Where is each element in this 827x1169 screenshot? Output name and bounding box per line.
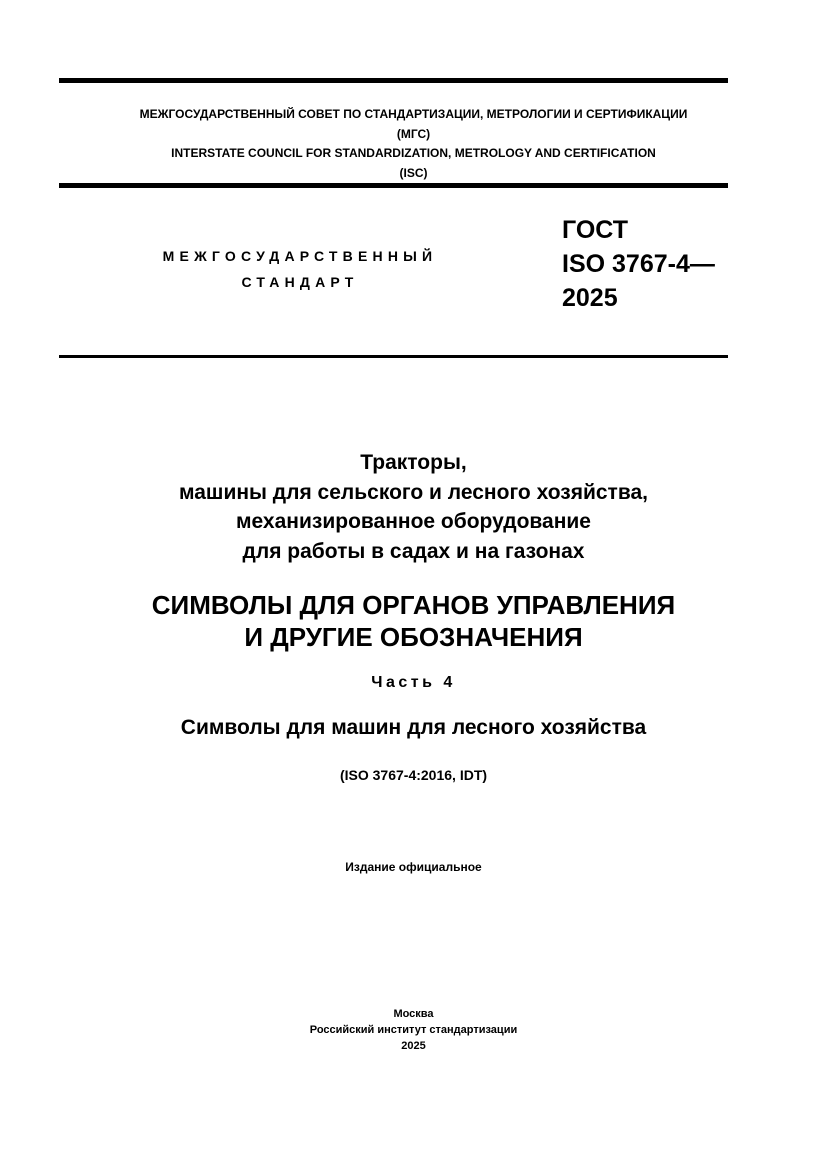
designation-line1: ГОСТ — [562, 216, 628, 244]
standard-type — [130, 243, 470, 295]
standard-type-line1: МЕЖГОСУДАРСТВЕННЫЙ — [162, 248, 438, 264]
iso-reference: (ISO 3767-4:2016, IDT) — [339, 767, 488, 783]
council-header — [0, 105, 827, 183]
main-title-line: И ДРУГИЕ ОБОЗНАЧЕНИЯ — [244, 622, 583, 652]
council-en-abbr: (ISC) — [399, 165, 428, 180]
general-title-line: Тракторы, — [360, 451, 467, 474]
part-number: Часть 4 — [371, 674, 456, 691]
top-rule — [59, 78, 728, 83]
general-title-line: механизированное оборудование — [236, 510, 591, 533]
main-title-line: СИМВОЛЫ ДЛЯ ОРГАНОВ УПРАВЛЕНИЯ — [151, 590, 676, 620]
general-title-line: для работы в садах и на газонах — [242, 539, 585, 563]
general-title — [0, 448, 827, 566]
council-rule — [59, 183, 728, 188]
standard-type-line2: СТАНДАРТ — [241, 274, 359, 290]
council-ru-name: МЕЖГОСУДАРСТВЕННЫЙ СОВЕТ ПО СТАНДАРТИЗАЦИИ, МЕТРОЛОГИИ И СЕРТИФИКАЦИИ — [139, 107, 688, 121]
imprint-publisher: Российский институт стандартизации — [309, 1024, 518, 1036]
imprint-city: Москва — [393, 1008, 434, 1020]
standard-designation — [562, 213, 715, 315]
general-title-line: машины для сельского и лесного хозяйства, — [179, 480, 648, 504]
imprint — [0, 1006, 827, 1054]
main-title — [0, 589, 827, 653]
part-title: Символы для машин для лесного хозяйства — [180, 716, 647, 739]
designation-line3: 2025 — [562, 284, 618, 312]
designation-line2: ISO 3767-4— — [562, 250, 715, 278]
imprint-year: 2025 — [401, 1040, 426, 1052]
council-en-name: INTERSTATE COUNCIL FOR STANDARDIZATION, METROLOGY AND CERTIFICATION — [171, 146, 656, 160]
designation-rule — [59, 355, 728, 358]
edition-label: Издание официальное — [345, 860, 482, 874]
council-ru-abbr: (МГС) — [396, 126, 431, 141]
